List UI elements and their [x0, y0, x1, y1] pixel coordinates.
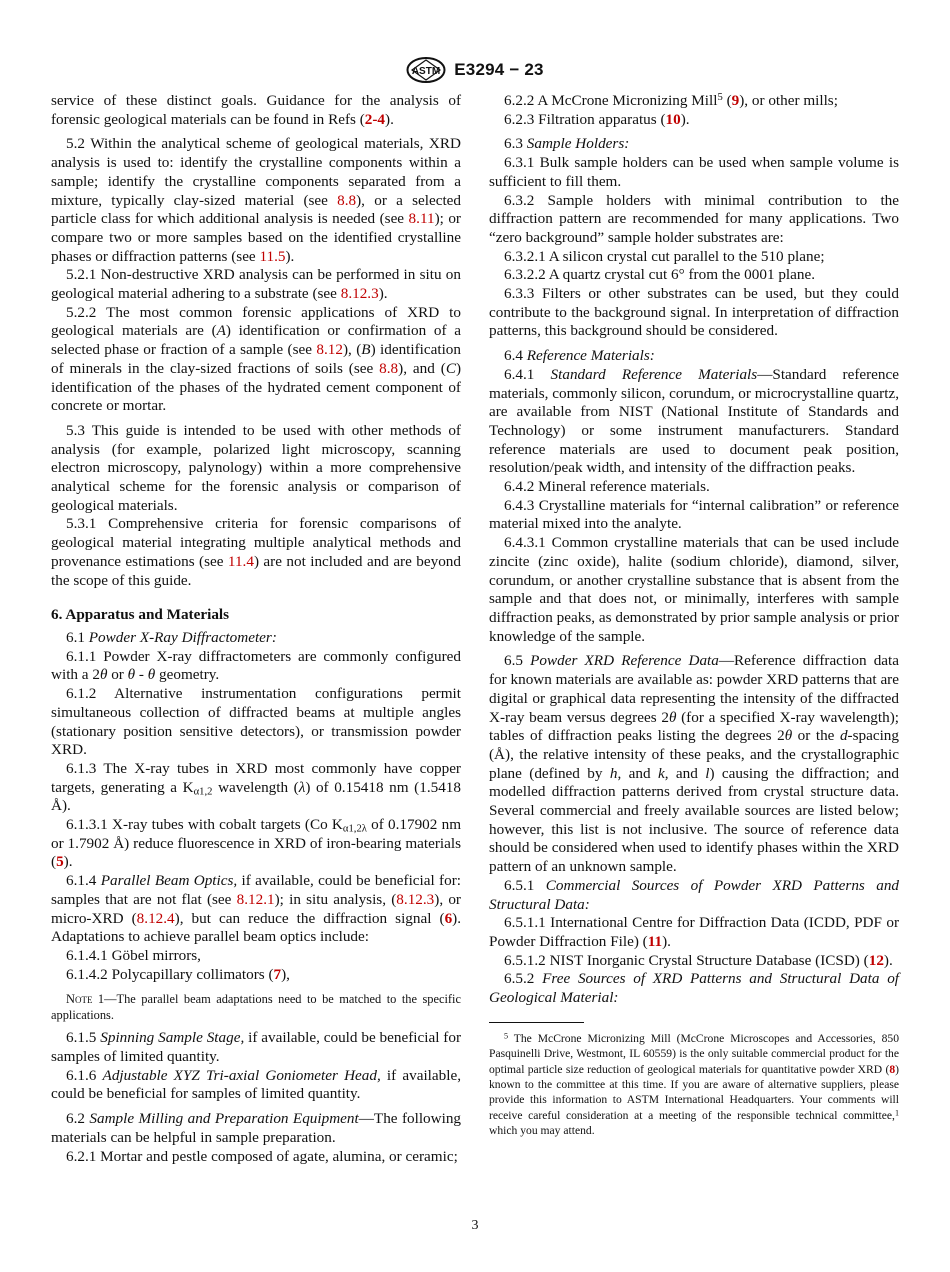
- section-heading-6: 6. Apparatus and Materials: [51, 606, 230, 624]
- section-5-3: 5.3 This guide is intended to be used with other methods of analysis (for example, polarized light microscopy, scanning electron microscopy, palynology) within a more comprehensive analytical scheme for the forensic analysis or comparison of geological materials.: [51, 421, 461, 514]
- ref-link[interactable]: 5: [56, 853, 64, 871]
- section-6-1-1: 6.1.1 Powder X-ray diffractometers are commonly configured with a 2θ or θ - θ geometry.: [51, 647, 461, 684]
- page-header: [0, 55, 950, 85]
- logo-text: ASTM: [412, 66, 441, 77]
- ref-link[interactable]: 8.12.1: [236, 890, 275, 908]
- ref-link[interactable]: 8.12: [316, 341, 343, 359]
- ref-link[interactable]: 9: [731, 92, 740, 109]
- section-6-3-3: 6.3.3 Filters or other substrates can be used, but they could contribute to the background signal. In interpretation of diffraction patterns, this background should be considered.: [489, 285, 899, 340]
- section-6-2-3: 6.2.3 Filtration apparatus (10).: [504, 110, 690, 128]
- page-number: 3: [471, 1218, 479, 1233]
- section-6-5-2: 6.5.2 Free Sources of XRD Patterns and Structural Data of Geological Material:: [489, 970, 900, 1007]
- paragraph-5-1-cont: service of these distinct goals. Guidance for the analysis of forensic geological materials can be found in Refs (2-4).: [51, 92, 461, 128]
- section-6-1-3-1: 6.1.3.1 X-ray tubes with cobalt targets (Co $K_{\alpha 1,2\lambda}$ of 0.17902 nm or 1.7902 Å) reduce fluorescence in XRD of iron-bearing materials (5).: [51, 816, 462, 871]
- section-6-3: 6.3 Sample Holders:: [504, 135, 630, 153]
- section-6-4-2: 6.4.2 Mineral reference materials.: [504, 478, 710, 496]
- section-6-3-2-2: 6.3.2.2 A quartz crystal cut 6° from the 0001 plane.: [504, 266, 816, 284]
- section-6-2-2: 6.2.2 A McCrone Micronizing Mill$^5$ (9), or other mills;: [504, 92, 838, 109]
- footnote-5: $^5$ The McCrone Micronizing Mill (McCrone Microscopes and Accessories, 850 Pasquinelli Drive, Westmont, IL 60559) is the only suitable commercial product for the optimal particle size reduction of geological materials for quantitative powder XRD (8) known to the committee at this time. If you are aware of alternative suppliers, please provide this information to ASTM International Headquarters. Your comments will receive careful consideration at a meeting of the responsible technical committee,$^1$ which you may attend.: [489, 1031, 899, 1138]
- section-6-2-1: 6.2.1 Mortar and pestle composed of agate, alumina, or ceramic;: [66, 1147, 458, 1165]
- section-6-1-4: 6.1.4 Parallel Beam Optics, if available, could be beneficial for: samples that are not flat (see 8.12.1); in situ analysis, (8.12.3), or micro-XRD (8.12.4), but can reduce the diffraction signal (6). Adaptations to achieve parallel beam optics include:: [51, 872, 462, 946]
- section-5-2-1: 5.2.1 Non-destructive XRD analysis can be performed in situ on geological material adhering to a substrate (see 8.12.3).: [51, 266, 461, 303]
- ref-link[interactable]: 8: [889, 1062, 896, 1076]
- ref-link[interactable]: 10: [665, 110, 681, 128]
- section-5-3-1: 5.3.1 Comprehensive criteria for forensic comparisons of geological material integrating multiple analytical methods and provenance estimations (see 11.4) are not included and are beyond the scope of this guide.: [51, 515, 461, 589]
- section-6-3-1: 6.3.1 Bulk sample holders can be used when sample volume is sufficient to fill them.: [489, 154, 899, 190]
- ref-link[interactable]: 8.8: [337, 191, 357, 209]
- left-column: [51, 92, 461, 1166]
- section-6-4: 6.4 Reference Materials:: [504, 347, 655, 365]
- section-6-4-3-1: 6.4.3.1 Common crystalline materials that can be used include zincite (zinc oxide), halite (sodium chloride), diamond, silver, corundum, or another crystalline substance that is absent from the sample and that does not, or minimally, interferes with sample diffraction peaks, as demonstrated by prior sample analysis or prior knowledge of the sample.: [489, 534, 899, 645]
- ref-link[interactable]: 8.8: [379, 359, 399, 377]
- section-6-1-4-1: 6.1.4.1 Göbel mirrors,: [66, 946, 201, 964]
- section-5-2: 5.2 Within the analytical scheme of geological materials, XRD analysis is used to: identify the crystalline components within a sample; identify the crystalline components separated from a mixture, typically clay-sized material (see 8.8), or a selected particle class for which additional analysis is needed (see 8.11); or compare two or more samples based on the identified crystalline phases or diffraction patterns (see 11.5).: [51, 135, 461, 265]
- ref-link[interactable]: 11.4: [227, 552, 254, 570]
- ref-link[interactable]: 7: [273, 965, 282, 983]
- ref-link[interactable]: 8.12.3: [396, 890, 435, 908]
- section-6-1-4-2: 6.1.4.2 Polycapillary collimators (7),: [66, 965, 290, 983]
- section-6-5: 6.5 Powder XRD Reference Data—Reference diffraction data for known materials are available as: powder XRD patterns that are digital or graphical data representing the intensity of the diffracted X-ray beam versus degrees 2θ (for a specified X-ray wavelength); tables of diffraction peaks listing the degrees 2θ or the d-spacing (Å), the relative intensity of these peaks, and the crystallographic plane (defined by h, and k, and l) causing the diffraction; and modelled diffraction patterns derived from crystal structure data. Several commercial and freely available sources are listed below; however, this list is not inclusive. The source of reference data should be considered when used to identify phases within the XRD pattern of an unknown sample.: [489, 652, 899, 876]
- ref-link[interactable]: 11: [647, 932, 663, 950]
- section-6-1-5: 6.1.5 Spinning Sample Stage, if available, could be beneficial for samples of limited quantity.: [51, 1029, 462, 1066]
- section-6-1: 6.1 Powder X-Ray Diffractometer:: [66, 628, 277, 646]
- note-1: Note 1—The parallel beam adaptations need to be matched to the specific applications.: [51, 992, 461, 1022]
- footnote-divider: [489, 1022, 584, 1023]
- right-column: [489, 92, 899, 1139]
- section-6-5-1-1: 6.5.1.1 International Centre for Diffraction Data (ICDD, PDF or Powder Diffraction File) (11).: [489, 914, 899, 950]
- ref-link[interactable]: 8.12.3: [340, 285, 379, 303]
- section-6-2: 6.2 Sample Milling and Preparation Equipment—The following materials can be helpful in sample preparation.: [51, 1110, 462, 1146]
- section-6-1-6: 6.1.6 Adjustable XYZ Tri-axial Goniometer Head, if available, could be beneficial for samples of limited quantity.: [51, 1066, 461, 1103]
- section-6-3-2: 6.3.2 Sample holders with minimal contribution to the diffraction pattern are recommended for many applications. Two “zero background” sample holder substrates are:: [489, 191, 899, 246]
- ref-link[interactable]: 11.5: [259, 247, 286, 265]
- document-id: E3294 − 23: [454, 60, 544, 79]
- ref-link[interactable]: 6: [444, 909, 453, 927]
- ref-link[interactable]: 8.12.4: [136, 909, 175, 927]
- section-6-1-3: 6.1.3 The X-ray tubes in XRD most commonly have copper targets, generating a $K_{\alpha 1,2}$ wavelength (λ) of 0.15418 nm (1.5418 Å).: [51, 759, 461, 815]
- ref-link[interactable]: 8.11: [408, 210, 435, 228]
- section-6-1-2: 6.1.2 Alternative instrumentation configurations permit simultaneous collection of diffracted beams at multiple angles (stationary position sensitive detectors), or transmission powder XRD.: [51, 685, 461, 759]
- section-6-3-2-1: 6.3.2.1 A silicon crystal cut parallel to the 510 plane;: [504, 247, 825, 265]
- section-6-5-1: 6.5.1 Commercial Sources of Powder XRD Patterns and Structural Data:: [489, 876, 900, 913]
- astm-logo-icon: [406, 57, 446, 83]
- section-6-4-1: 6.4.1 Standard Reference Materials—Standard reference materials, commonly silicon, corundum, or microcrystalline quartz, are available from NIST (National Institute of Standards and Technology) or some instrument manufacturers. Standard reference materials are used to document peak position, resolution/peak width, and intensity of the diffraction peaks.: [489, 365, 899, 477]
- section-6-5-1-2: 6.5.1.2 NIST Inorganic Crystal Structure Database (ICSD) (12).: [504, 951, 893, 969]
- section-6-4-3: 6.4.3 Crystalline materials for “internal calibration” or reference material mixed into the analyte.: [489, 496, 899, 533]
- section-5-2-2: 5.2.2 The most common forensic applications of XRD to geological materials are (A) identification or confirmation of a selected phase or fraction of a sample (see 8.12), (B) identification of minerals in the clay-sized fractions of soils (see 8.8), and (C) identification of the phases of the hydrated cement component of concrete or mortar.: [51, 303, 462, 415]
- ref-link[interactable]: 12: [868, 951, 884, 969]
- ref-link[interactable]: 2-4: [364, 110, 386, 128]
